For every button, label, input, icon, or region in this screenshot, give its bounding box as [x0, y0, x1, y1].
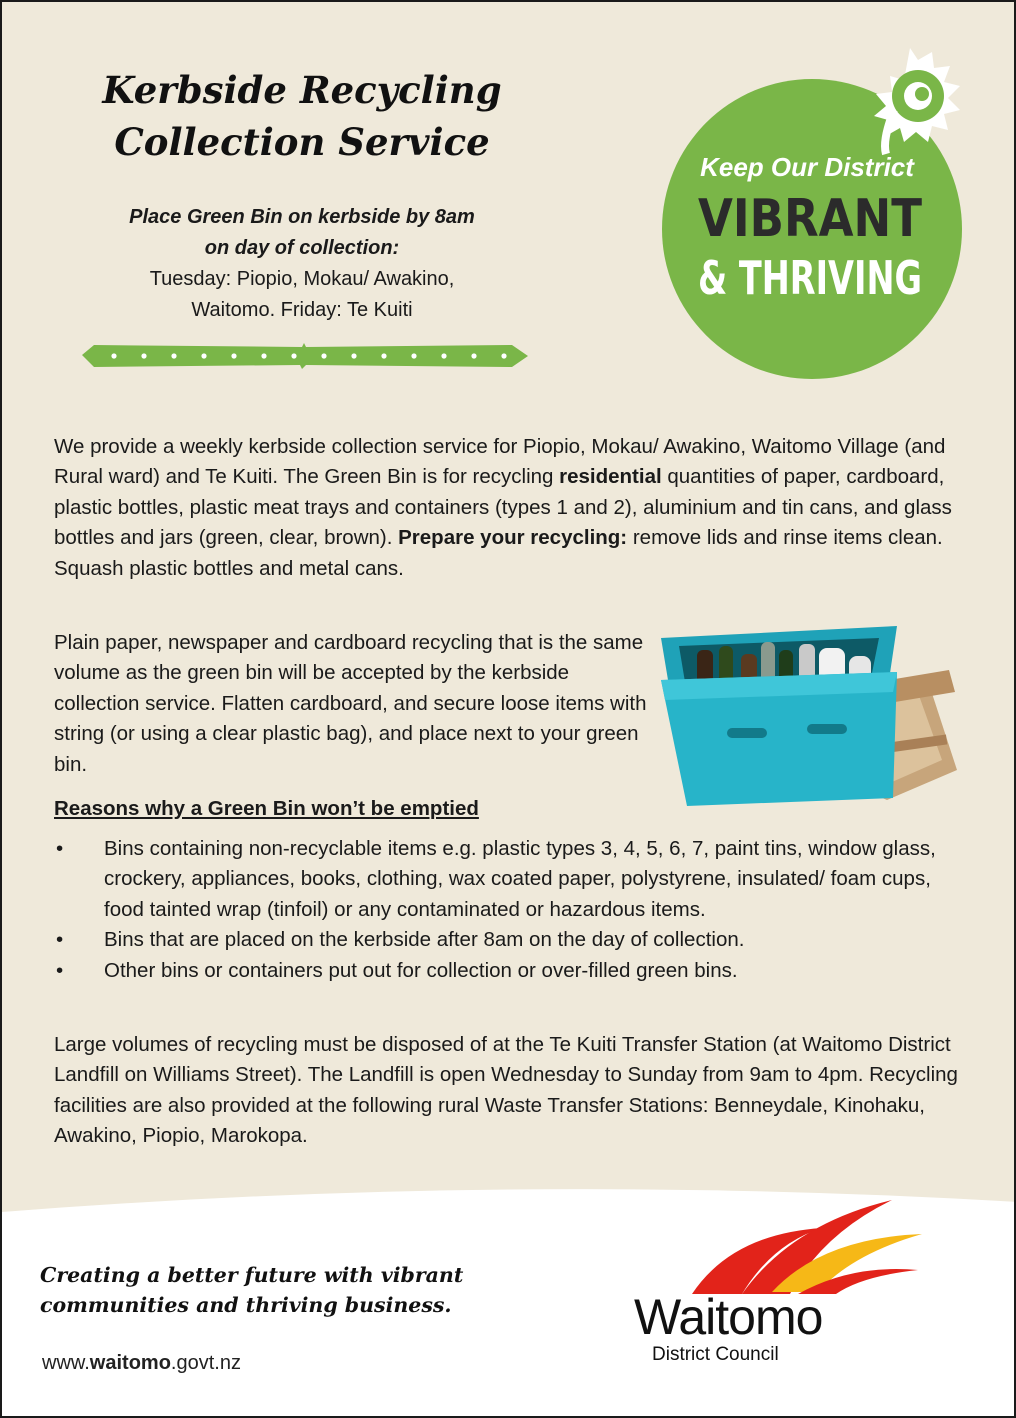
- instruction-line-2: on day of collection:: [204, 237, 400, 259]
- green-bin-photo: [657, 620, 957, 810]
- intro-bold-prepare: Prepare your recycling:: [398, 526, 628, 550]
- reasons-heading: Reasons why a Green Bin won’t be emptied: [54, 797, 479, 820]
- schedule-line-1: Tuesday: Piopio, Mokau/ Awakino,: [149, 268, 455, 290]
- reason-text: Bins containing non-recyclable items e.g. plastic types 3, 4, 5, 6, 7, paint tins, window glass, crockery, appliances, books, clothing, wax coated paper, polystyrene, insulated/ foam cups, food tainted wrap (tinfoil) or any contaminated or hazardous items.: [104, 837, 936, 921]
- title-line-1: Kerbside Recycling: [102, 68, 502, 112]
- intro-bold-residential: residential: [559, 465, 662, 489]
- badge-line-3: & THRIVING: [698, 251, 922, 305]
- reason-item: [54, 834, 954, 925]
- cardboard-paragraph: Plain paper, newspaper and cardboard recycling that is the same volume as the green bin will be accepted by the kerbside collection service. Flatten cardboard, and secure loose items with string (or using a clear plastic bag), and place next to your green bin.: [54, 631, 647, 776]
- tagline-line-2: communities and thriving business.: [40, 1293, 452, 1317]
- page-title: [62, 64, 542, 168]
- instruction-line-1: Place Green Bin on kerbside by 8am: [129, 206, 475, 228]
- intro-text-1: We provide a weekly kerbside collection service for Piopio, Mokau/ Awakino, Waitomo Village (and Rural ward) and Te Kuiti. The Green Bin is for recycling: [54, 435, 946, 489]
- schedule-line-2: Waitomo. Friday: Te Kuiti: [191, 299, 413, 321]
- intro-paragraph: [54, 432, 966, 584]
- tagline-line-1: Creating a better future with vibrant: [40, 1263, 464, 1287]
- title-line-2: Collection Service: [114, 120, 490, 164]
- web-domain: waitomo: [89, 1352, 171, 1374]
- vibrant-thriving-badge: [642, 44, 982, 384]
- intro-text-2: quantities of paper, cardboard, plastic bottles, plastic meat trays and containers (types 1 and 2), aluminium and tin cans, and glass bottles and jars (green, clear, brown).: [54, 465, 952, 550]
- collection-instructions: [62, 202, 542, 326]
- website-link[interactable]: [42, 1352, 241, 1375]
- bullet: •: [56, 958, 64, 982]
- reason-text: Other bins or containers put out for collection or over-filled green bins.: [104, 958, 738, 982]
- bullet: •: [56, 837, 64, 860]
- badge-line-2: VIBRANT: [698, 189, 923, 249]
- waitomo-logo: [622, 1194, 942, 1384]
- reason-item: [54, 925, 954, 955]
- footer-tagline: [40, 1260, 520, 1320]
- dotted-ribbon-divider: [72, 339, 532, 373]
- reason-text: Bins that are placed on the kerbside after 8am on the day of collection.: [104, 928, 745, 952]
- reasons-list: [54, 834, 954, 986]
- reason-item: [54, 956, 954, 986]
- logo-subtitle: District Council: [652, 1344, 779, 1365]
- intro-text-3: remove lids and rinse items clean. Squash plastic bottles and metal cans.: [54, 526, 943, 580]
- web-suffix: .govt.nz: [170, 1352, 241, 1374]
- logo-wordmark: Waitomo: [634, 1289, 823, 1345]
- badge-line-1: Keep Our District: [700, 152, 914, 182]
- transfer-station-paragraph: Large volumes of recycling must be disposed of at the Te Kuiti Transfer Station (at Waitomo District Landfill on Williams Street). The Landfill is open Wednesday to Sunday from 9am to 4pm. Recycling facilities are also provided at the following rural Waste Transfer Stations: Benneydale, Kinohaku, Awakino, Piopio, Marokopa.: [54, 1033, 958, 1148]
- bullet: •: [56, 928, 64, 952]
- web-prefix: www.: [42, 1352, 90, 1374]
